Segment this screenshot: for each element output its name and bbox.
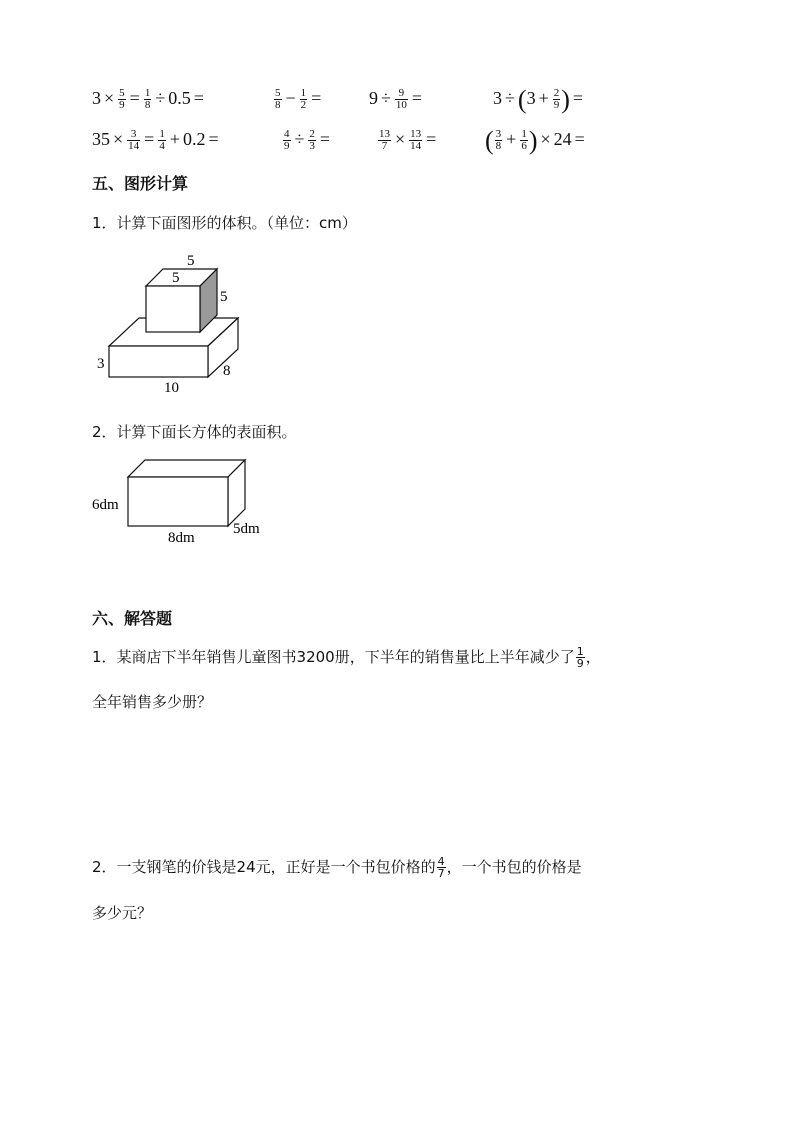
fraction — [553, 88, 561, 111]
equals: = — [572, 88, 584, 108]
denominator: 8 — [144, 99, 151, 112]
label-base-depth: 8 — [223, 363, 231, 379]
equals: = — [574, 129, 585, 149]
equals: = — [208, 129, 219, 149]
denominator: 9 — [576, 657, 584, 670]
denominator: 9 — [284, 140, 290, 153]
right-paren: ) — [528, 125, 538, 155]
section6-title: 六、解答题 — [92, 609, 173, 628]
fraction — [378, 129, 391, 152]
fraction — [576, 646, 585, 669]
denominator: 14 — [128, 140, 140, 153]
denominator: 10 — [395, 99, 407, 112]
fraction — [520, 129, 528, 152]
question-text: ，一个书包的价格是 — [446, 858, 582, 876]
denominator: 14 — [410, 140, 422, 153]
denominator: 3 — [309, 140, 315, 153]
calc-row2-expr4 — [377, 129, 439, 152]
numerator: 4 — [284, 128, 290, 141]
calc-row1-expr3 — [273, 88, 324, 111]
operator: + — [506, 129, 517, 149]
equals: = — [319, 129, 331, 149]
number: 3 — [92, 88, 101, 108]
equals: = — [426, 129, 437, 149]
numerator: 5 — [275, 87, 281, 100]
numerator: 1 — [576, 645, 584, 658]
numerator: 5 — [119, 87, 125, 100]
denominator: 4 — [159, 140, 165, 153]
equals: = — [193, 88, 204, 108]
number: 0.5 — [168, 88, 191, 108]
operator: + — [538, 88, 549, 108]
section6-question1-line1 — [92, 646, 601, 669]
right-paren: ) — [561, 84, 570, 114]
label-cuboid-width: 8dm — [168, 530, 195, 546]
calc-row1-expr1 — [92, 88, 207, 111]
numerator: 3 — [495, 128, 502, 141]
numerator: 2 — [553, 87, 560, 100]
section5-question2: 2．计算下面长方体的表面积。 — [92, 423, 297, 441]
numerator: 1 — [300, 87, 307, 100]
fraction — [274, 88, 282, 111]
fraction — [409, 129, 422, 152]
number: 24 — [553, 129, 572, 149]
number: 35 — [92, 129, 110, 149]
operator: ÷ — [155, 88, 166, 108]
label-base-height: 3 — [97, 356, 105, 372]
operator: × — [113, 129, 124, 149]
denominator: 8 — [495, 140, 502, 153]
fraction — [495, 129, 503, 152]
denominator: 7 — [381, 140, 388, 153]
question-text: 2．一支钢笔的价钱是24元，正好是一个书包价格的 — [92, 858, 436, 876]
denominator: 9 — [119, 99, 125, 112]
numerator: 1 — [521, 128, 527, 141]
fraction — [118, 88, 126, 111]
number: 0.2 — [182, 129, 206, 149]
label-cube-height: 5 — [220, 289, 228, 305]
label-cuboid-depth: 5dm — [233, 521, 260, 537]
calc-row1-expr5 — [493, 84, 586, 114]
figure-stacked-cuboids — [90, 248, 260, 398]
label-cube-width: 5 — [187, 253, 195, 269]
fraction — [144, 88, 152, 111]
equals: = — [411, 88, 423, 108]
cuboid-front-face — [128, 477, 228, 526]
fraction — [300, 88, 308, 111]
section6-question2-line1 — [92, 856, 582, 879]
operator: − — [285, 88, 296, 108]
calc-row2-expr5 — [485, 125, 588, 155]
cube-front-face — [146, 286, 200, 332]
fraction — [158, 129, 166, 152]
numerator: 1 — [144, 87, 151, 100]
label-base-width: 10 — [164, 380, 179, 396]
question-text: 1．某商店下半年销售儿童图书3200册，下半年的销售量比上半年减少了 — [92, 648, 575, 666]
denominator: 7 — [437, 867, 445, 880]
denominator: 9 — [553, 99, 560, 112]
fraction — [283, 129, 291, 152]
operator: ÷ — [505, 88, 515, 108]
base-front-face — [109, 346, 208, 377]
fraction — [395, 88, 408, 111]
section5-question1: 1．计算下面图形的体积。（单位：cm） — [92, 214, 357, 232]
operator: × — [104, 88, 115, 108]
section6-question1-line2: 全年销售多少册？ — [92, 693, 213, 711]
numerator: 9 — [395, 88, 408, 100]
operator: + — [169, 129, 180, 149]
calc-row2-expr3 — [282, 129, 333, 152]
numerator: 1 — [159, 128, 165, 141]
equals: = — [311, 88, 322, 108]
number: 3 — [493, 88, 502, 108]
numerator: 4 — [437, 855, 445, 868]
equals: = — [129, 88, 140, 108]
operator: ÷ — [381, 88, 391, 108]
left-paren: ( — [517, 84, 527, 114]
numerator: 3 — [127, 129, 140, 141]
label-cuboid-height: 6dm — [92, 497, 119, 513]
operator: ÷ — [294, 129, 305, 149]
fraction — [127, 129, 140, 152]
numerator: 13 — [379, 128, 390, 141]
calc-row1-expr4 — [369, 88, 425, 111]
numerator: 13 — [410, 128, 422, 141]
label-cube-depth: 5 — [172, 270, 180, 286]
denominator: 8 — [275, 99, 281, 112]
calc-row2-expr1 — [92, 129, 222, 152]
denominator: 6 — [521, 140, 527, 153]
operator: × — [395, 129, 406, 149]
cuboid-top-face — [128, 460, 245, 477]
section5-title: 五、图形计算 — [92, 174, 189, 193]
fraction — [437, 856, 446, 879]
number: 3 — [526, 88, 536, 108]
equals: = — [144, 129, 155, 149]
section6-question2-line2: 多少元？ — [92, 904, 153, 922]
number: 9 — [369, 88, 378, 108]
operator: × — [540, 129, 551, 149]
numerator: 2 — [309, 128, 315, 141]
left-paren: ( — [485, 125, 494, 155]
figure-cuboid — [90, 455, 280, 550]
denominator: 2 — [300, 99, 307, 112]
fraction — [308, 129, 316, 152]
question-text: ， — [585, 648, 601, 666]
